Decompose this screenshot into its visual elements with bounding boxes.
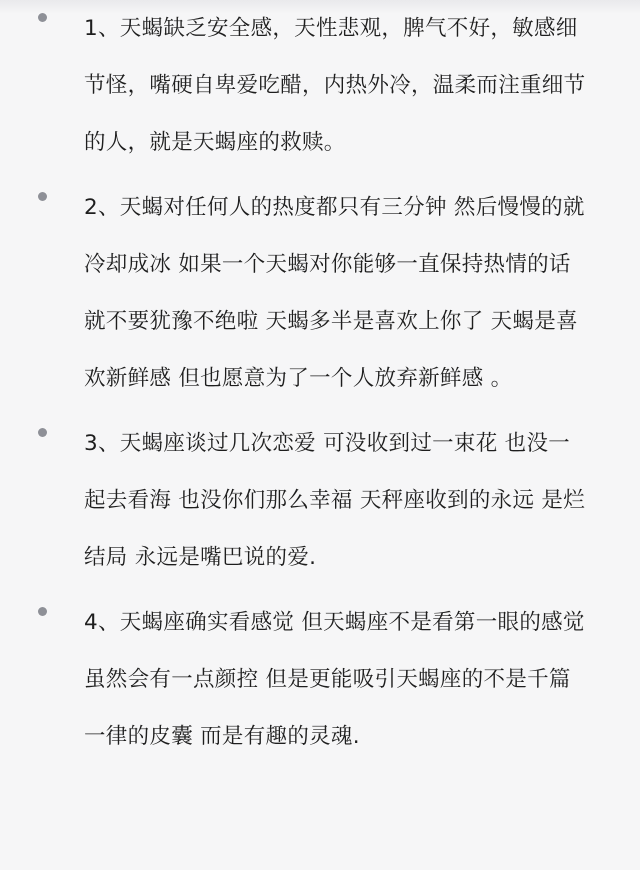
list-item xyxy=(0,594,640,765)
list-item-text: 1、天蝎缺乏安全感，天性悲观，脾气不好，敏感细节怪，嘴硬自卑爱吃醋，内热外冷，温柔而注重细节的人，就是天蝎座的救赎。 xyxy=(84,16,586,155)
list-item-text: 3、天蝎座谈过几次恋爱 可没收到过一束花 也没一起去看海 也没你们那么幸福 天秤座收到的永远 是烂结局 永远是嘴巴说的爱. xyxy=(84,431,586,570)
bullet-dot-icon xyxy=(38,192,47,201)
list-item-text: 4、天蝎座确实看感觉 但天蝎座不是看第一眼的感觉 虽然会有一点颜控 但是更能吸引天蝎座的不是千篇一律的皮囊 而是有趣的灵魂. xyxy=(84,610,585,749)
list-item-text: 2、天蝎对任何人的热度都只有三分钟 然后慢慢的就冷却成冰 如果一个天蝎对你能够一直保持热情的话 就不要犹豫不绝啦 天蝎多半是喜欢上你了 天蝎是喜欢新鲜感 但也愿意为了一个人放弃新鲜感 。 xyxy=(84,195,585,391)
bullet-dot-icon xyxy=(38,607,47,616)
list-item xyxy=(0,0,640,171)
list-item xyxy=(0,179,640,407)
bullet-list xyxy=(0,10,640,783)
bullet-dot-icon xyxy=(38,428,47,437)
list-item xyxy=(0,415,640,586)
bullet-dot-icon xyxy=(38,13,47,22)
